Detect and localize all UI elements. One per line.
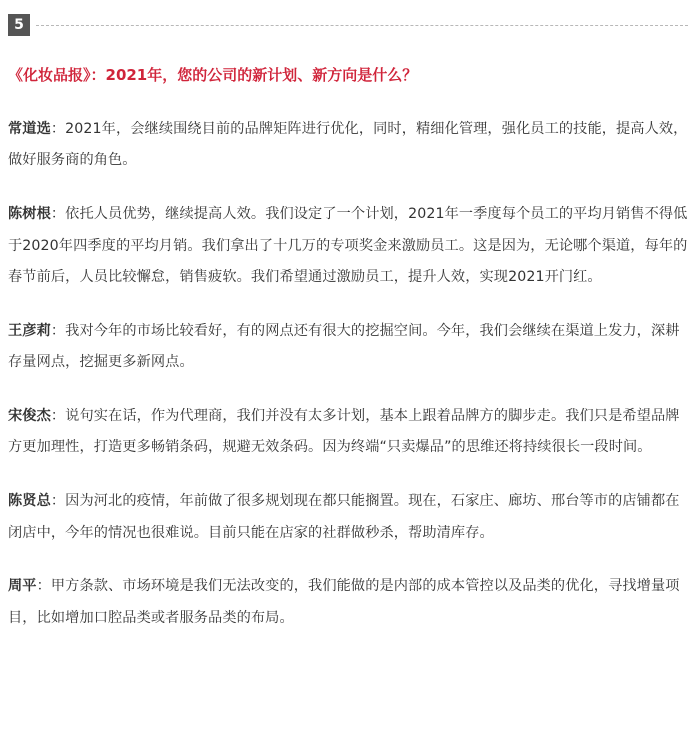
answers-list [8, 114, 688, 657]
answer-text: ：依托人员优势，继续提高人效。我们设定了一个计划，2021年一季度每个员工的平均月销售不得低于2020年四季度的平均月销。我们拿出了十几万的专项奖金来激励员工。这是因为，无论哪个渠道，每年的春节前后，人员比较懈怠，销售疲软。我们希望通过激励员工，提升人效，实现2021开门红。 [8, 206, 688, 286]
dotted-divider [36, 25, 688, 26]
section-header [8, 14, 688, 36]
speaker-name: 王彦莉 [8, 322, 51, 339]
answer-text: ：说句实在话，作为代理商，我们并没有太多计划，基本上跟着品牌方的脚步走。我们只是希望品牌方更加理性，打造更多畅销条码，规避无效条码。因为终端“只卖爆品”的思维还将持续很长一段时间。 [8, 408, 680, 456]
answer-paragraph [8, 199, 688, 293]
answer-paragraph [8, 401, 688, 464]
speaker-name: 陈树根 [8, 206, 51, 223]
speaker-name: 宋俊杰 [8, 408, 51, 425]
section-number-badge: 5 [8, 14, 30, 36]
answer-text: ：我对今年的市场比较看好，有的网点还有很大的挖掘空间。今年，我们会继续在渠道上发力，深耕存量网点，挖掘更多新网点。 [8, 322, 680, 371]
answer-paragraph [8, 316, 688, 379]
speaker-name: 常道选 [8, 121, 51, 137]
answer-paragraph [8, 571, 688, 634]
answer-text: ：因为河北的疫情，年前做了很多规划现在都只能搁置。现在，石家庄、廊坊、邢台等市的店铺都在闭店中，今年的情况也很难说。目前只能在店家的社群做秒杀，帮助清库存。 [8, 493, 680, 541]
speaker-name: 周平 [8, 578, 37, 595]
answer-text: ：2021年，会继续围绕目前的品牌矩阵进行优化，同时，精细化管理，强化员工的技能，提高人效，做好服务商的角色。 [8, 121, 688, 169]
question-heading: 《化妆品报》：2021年，您的公司的新计划、新方向是什么？ [8, 66, 418, 84]
answer-paragraph [8, 486, 688, 549]
answer-text: ：甲方条款、市场环境是我们无法改变的，我们能做的是内部的成本管控以及品类的优化，寻找增量项目，比如增加口腔品类或者服务品类的布局。 [8, 578, 680, 626]
speaker-name: 陈贤总 [8, 493, 51, 510]
answer-paragraph [8, 114, 688, 177]
